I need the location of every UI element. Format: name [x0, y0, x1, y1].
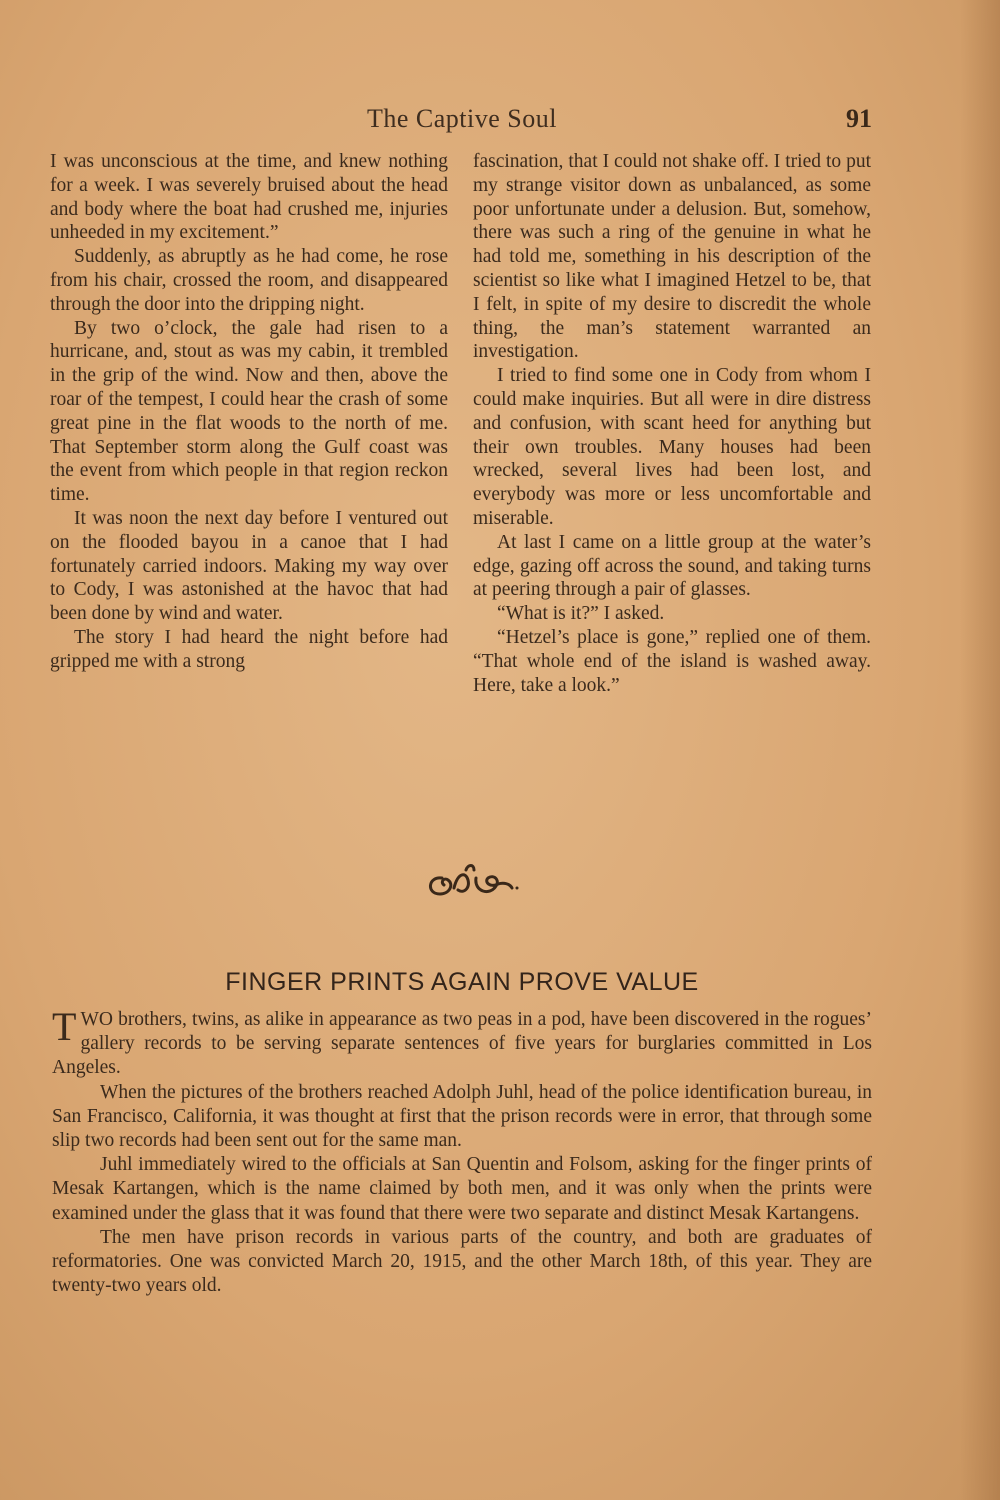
story-paragraph: “Hetzel’s place is gone,” replied one of them. “That whole end of the island is washed away. Here, take a look.” — [473, 626, 871, 696]
running-head: The Captive Soul — [367, 104, 557, 133]
article-first-paragraph-text: WO brothers, twins, as alike in appearance as two peas in a pod, have been discovered in the rogues’ gallery records to be serving separate sentences of five years for burglaries committed in Los Angeles. — [52, 1009, 872, 1079]
story-paragraph: The story I had heard the night before had gripped me with a strong — [50, 626, 448, 672]
ornament-flourish-icon — [420, 858, 520, 904]
article-paragraph: The men have prison records in various parts of the country, and both are graduates of reformatories. One was convicted March 20, 1915, and the other March 18th, of this year. They are twenty-two years old. — [52, 1226, 872, 1297]
page-header — [52, 104, 872, 140]
story-paragraph: At last I came on a little group at the water’s edge, gazing off across the sound, and taking turns at peering through a pair of glasses. — [473, 531, 871, 601]
page-number: 91 — [846, 104, 872, 133]
story-right-column — [473, 150, 871, 697]
article-first-paragraph — [52, 1004, 872, 1081]
story-paragraph: It was noon the next day before I ventured out on the flooded bayou in a canoe that I had fortunately carried indoors. Making my way over to Cody, I was astonished at the havoc that had been done by wind and water. — [50, 507, 448, 625]
article-title: FINGER PRINTS AGAIN PROVE VALUE — [225, 968, 699, 996]
story-paragraph: Suddenly, as abruptly as he had come, he rose from his chair, crossed the room, and disappeared through the door into the dripping night. — [50, 246, 448, 315]
drop-cap: T — [52, 1004, 77, 1049]
story-paragraph: “What is it?” I asked. — [497, 603, 665, 625]
story-left-column — [50, 150, 448, 674]
page-edge-shadow — [960, 0, 1000, 1500]
story-paragraph: By two o’clock, the gale had risen to a hurricane, and, stout as was my cabin, it trembled in the grip of the wind. Now and then, above the roar of the tempest, I could hear the crash of some great pine in the flat woods to the north of me. That September storm along the Gulf coast was the event from which people in that region reckon time. — [50, 317, 448, 506]
article-paragraph: When the pictures of the brothers reached Adolph Juhl, head of the police identification bureau, in San Francisco, California, it was thought at first that the prison records were in error, that through some slip two records had been sent out for the same man. — [52, 1081, 872, 1152]
article-body — [52, 1004, 872, 1298]
story-paragraph: fascination, that I could not shake off. I tried to put my strange visitor down as unbalanced, as some poor unfortunate under a delusion. But, somehow, there was such a ring of the genuine in what he had told me, something in his description of the scientist so like what I imagined Hetzel to be, that I felt, in spite of my desire to discredit the whole thing, the man’s statement warranted an investigation. — [473, 151, 871, 363]
story-paragraph: I tried to find some one in Cody from whom I could make inquiries. But all were in dire distress and confusion, with scant heed for anything but their own troubles. Many houses had been wrecked, several lives had been lost, and everybody was more or less uncomfortable and miserable. — [473, 365, 871, 529]
article-paragraph: Juhl immediately wired to the officials at San Quentin and Folsom, asking for the finger prints of Mesak Kartangen, which is the name claimed by both men, and it was only when the prints were examined under the glass that it was found that there were two separate and distinct Mesak Kartangens. — [52, 1154, 872, 1224]
story-paragraph: I was unconscious at the time, and knew nothing for a week. I was severely bruised about the head and body where the boat had crushed me, injuries unheeded in my excitement.” — [50, 151, 448, 244]
